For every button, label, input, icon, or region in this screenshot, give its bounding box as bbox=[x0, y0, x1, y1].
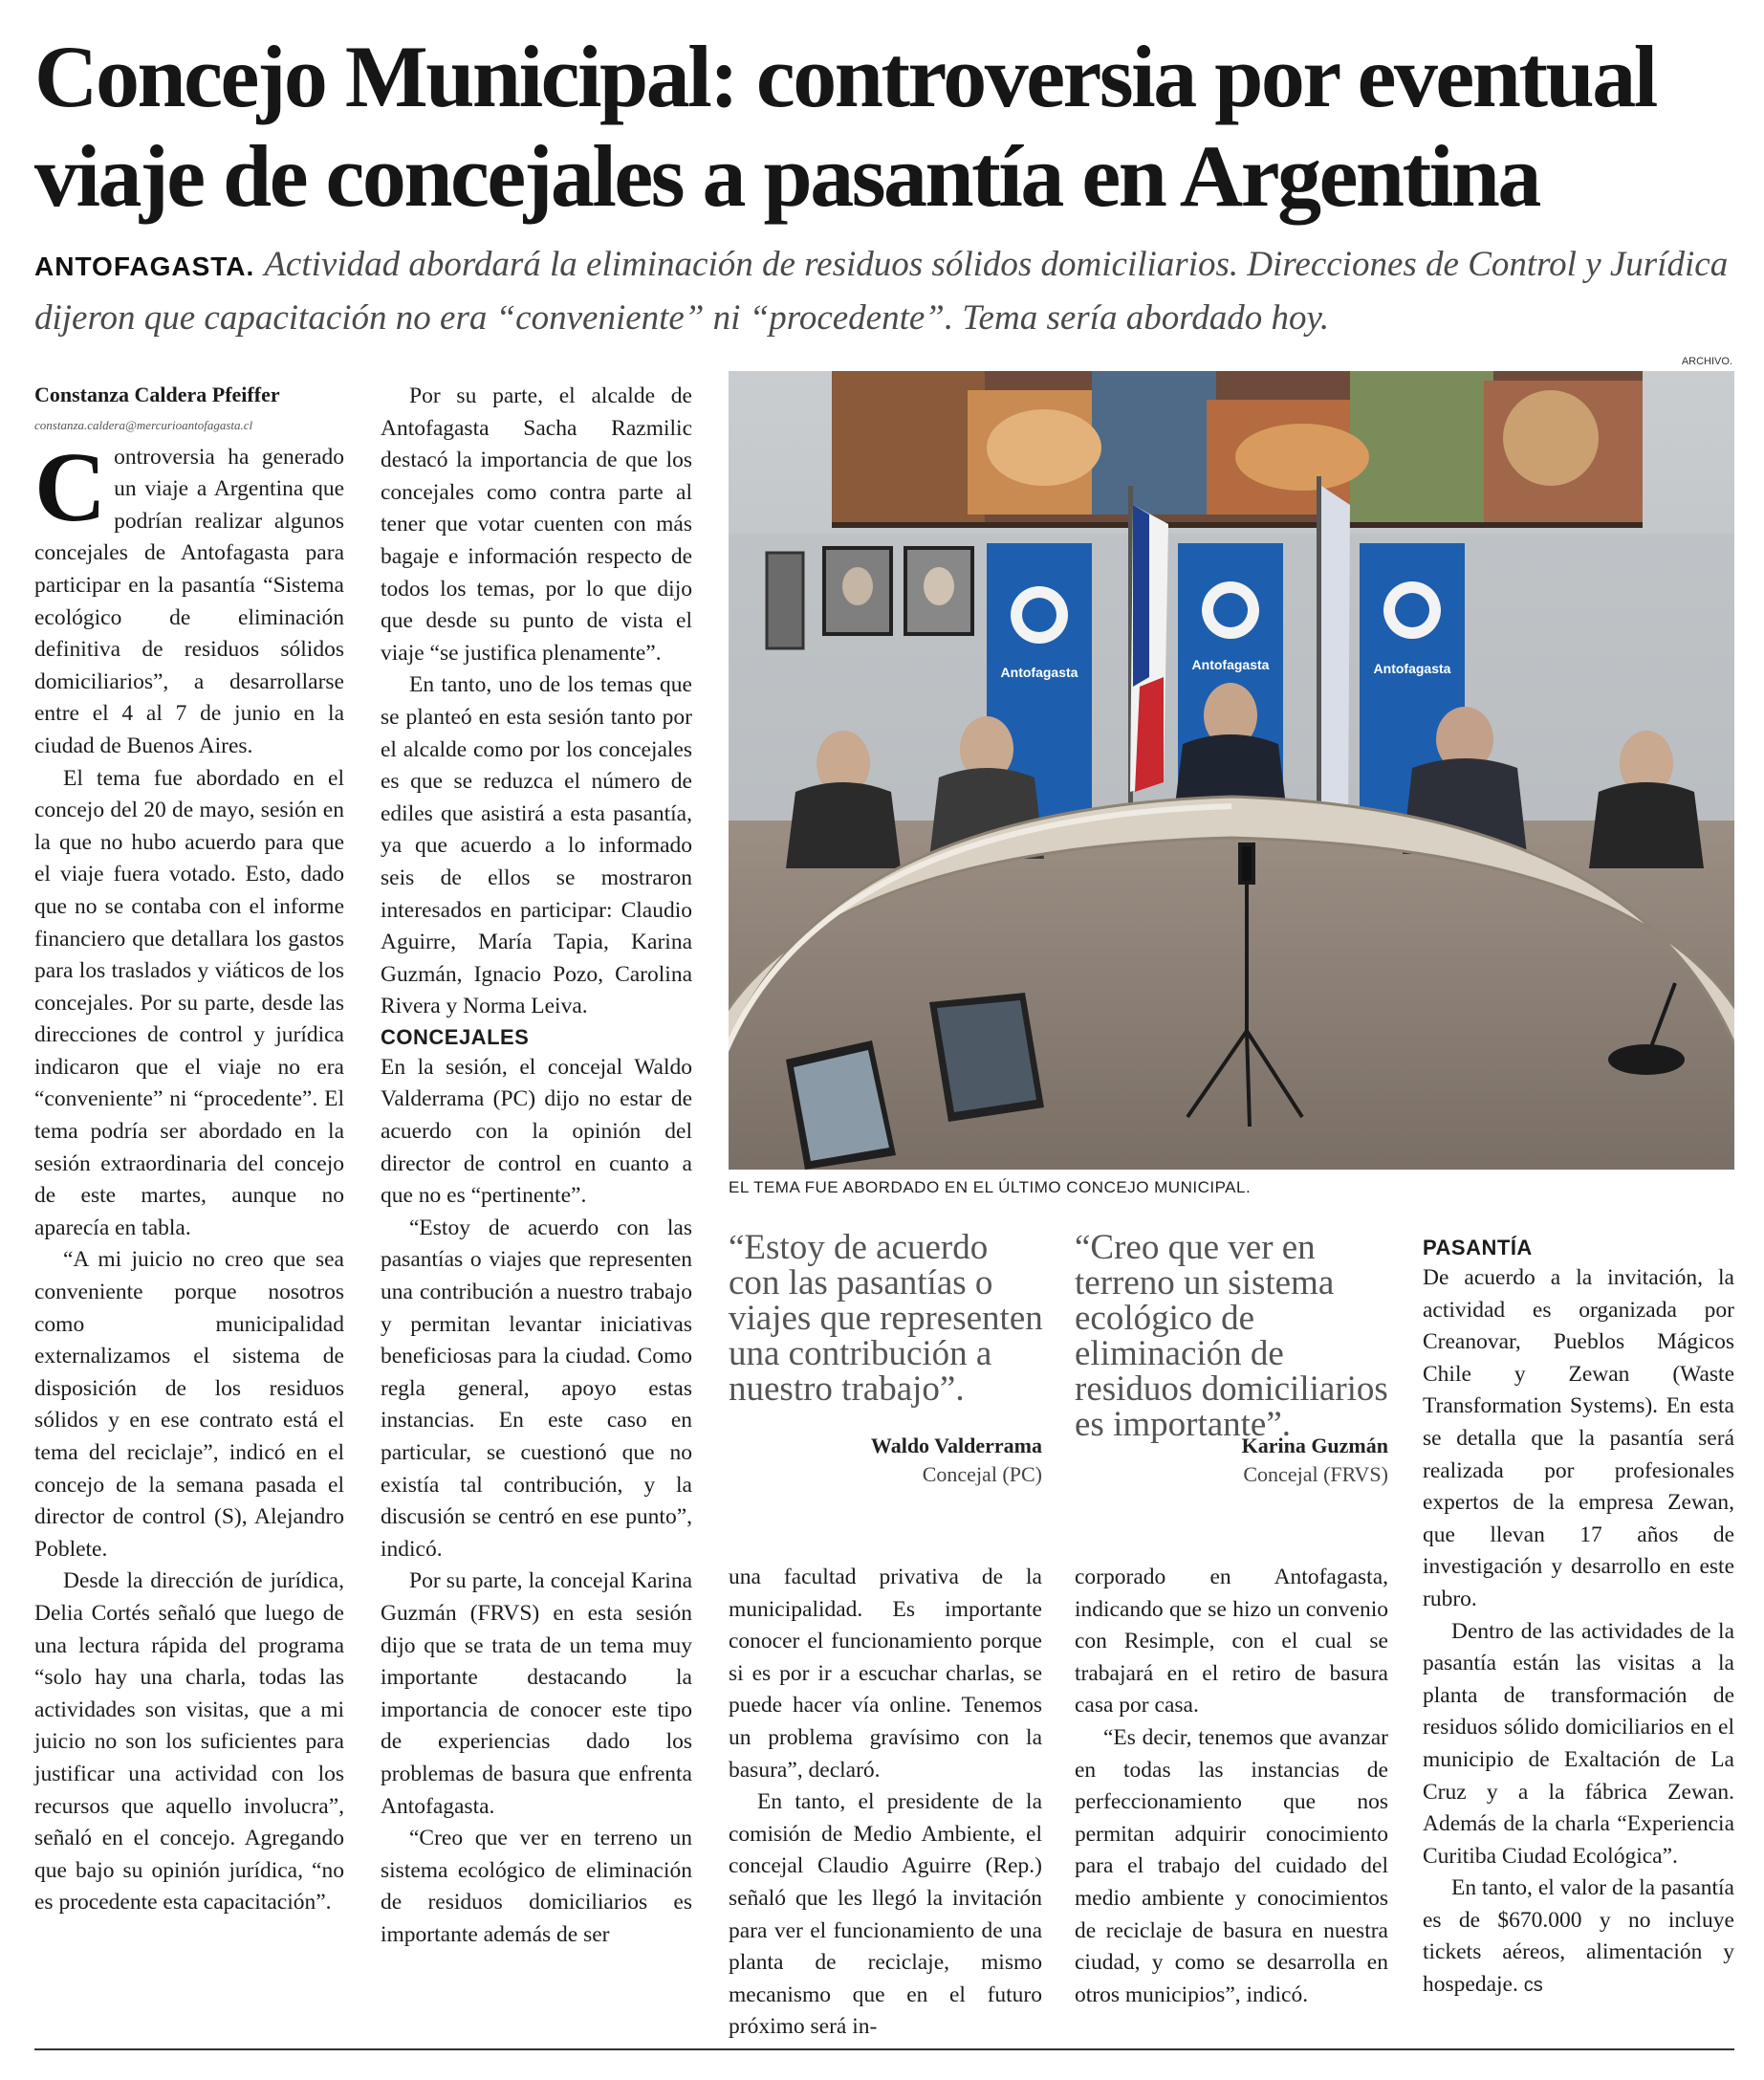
pull-quote-2: “Creo que ver en terreno un sistema ecológico de eliminación de residuos domiciliarios es importante”. bbox=[1075, 1228, 1388, 1444]
paragraph: El tema fue abordado en el concejo del 20 de mayo, sesión en la que no hubo acuerdo para que el viaje fuera votado. Esto, dado que no se contaba con el informe financiero que detallara los gastos para los traslados y viáticos de los concejales. Por su parte, desde las direcciones de control y jurídica indicaron que el viaje no era “conveniente” ni “procedente”. El tema podría ser abordado en la sesión extraordinaria del concejo de este martes, aunque no aparecía en tabla. bbox=[34, 765, 344, 1240]
byline-email: constanza.caldera@mercurioantofagasta.cl bbox=[34, 418, 253, 432]
mural bbox=[832, 371, 1643, 528]
banner-text: Antofagasta bbox=[1000, 665, 1078, 680]
portraits bbox=[767, 548, 972, 648]
paragraph: En tanto, uno de los temas que se planteó en esta sesión tanto por el alcalde como por los concejales es que se reduzca el número de ediles que asistirá a esta pasantía, ya que acuerdo a lo informado seis de ellos se mostraron interesados en participar: Claudio Aguirre, María Tapia, Karina Guzmán, Ignacio Pozo, Carolina Rivera y Norma Leiva. bbox=[381, 672, 692, 1019]
banner-text: Antofagasta bbox=[1191, 657, 1270, 672]
paragraph: corporado en Antofagasta, indicando que se hizo un convenio con Resimple, con el cual se trabajará en el retiro de basura casa por casa. bbox=[1075, 1565, 1388, 1719]
paragraph: Por su parte, la concejal Karina Guzmán (FRVS) en esta sesión dijo que se trata de un tema muy importante destacando la importancia de conocer este tipo de experiencias dado los problemas de basura que enfrenta Antofagasta. bbox=[381, 1568, 692, 1819]
banner-text: Antofagasta bbox=[1373, 661, 1451, 676]
quote-1-attribution bbox=[729, 1432, 1042, 1489]
dateline: ANTOFAGASTA. bbox=[34, 252, 255, 281]
paragraph: Desde la dirección de jurídica, Delia Cortés señaló que luego de una lectura rápida del programa “solo hay una charla, todas las actividades son visitas, que a mi juicio no son los suficientes para justificar una actividad con los recursos que aquello involucra”, señaló en el concejo. Agregando que bajo su opinión jurídica, “no es procedente esta capacitación”. bbox=[34, 1568, 344, 1916]
paragraph: “Creo que ver en terreno un sistema ecológico de eliminación de residuos domiciliarios es importante además de ser bbox=[381, 1826, 692, 1947]
photo-caption: EL TEMA FUE ABORDADO EN EL ÚLTIMO CONCEJO MUNICIPAL. bbox=[729, 1178, 1252, 1196]
byline-author: Constanza Caldera Pfeiffer bbox=[34, 383, 280, 406]
headline: Concejo Municipal: controversia por eventual viaje de concejales a pasantía en Argentina bbox=[34, 28, 1656, 225]
quote-1-role: Concejal (PC) bbox=[922, 1462, 1042, 1486]
column-2 bbox=[381, 381, 692, 1952]
column-5 bbox=[1423, 1234, 1734, 2003]
photo bbox=[729, 371, 1734, 1170]
subhead-pasantia: PASANTÍA bbox=[1423, 1236, 1533, 1259]
paragraph: una facultad privativa de la municipalidad. Es importante conocer el funcionamiento porque si es por ir a escuchar charlas, se puede hacer vía online. Tenemos un problema gravísimo con la basura”, declaró. bbox=[729, 1565, 1042, 1783]
paragraph: De acuerdo a la invitación, la actividad es organizada por Creanovar, Pueblos Mágicos Chile y Zewan (Waste Transformation Systems). En esta se detalla que la pasantía será realizada por profesionales expertos de la empresa Zewan, que llevan 17 años de investigación y desarrollo en este rubro. bbox=[1423, 1265, 1734, 1611]
pull-quote-1: “Estoy de acuerdo con las pasantías o viajes que representen una contribución a nuestro trabajo”. bbox=[729, 1228, 1043, 1409]
paragraph: “Estoy de acuerdo con las pasantías o viajes que representen una contribución a nuestro trabajo y permitan levantar iniciativas beneficiosas para la ciudad. Como regla general, apoyo estas instancias. En este caso en particular, se cuestionó que no existía tal contribución, y la discusión se centró en ese punto”, indicó. bbox=[381, 1215, 692, 1562]
paragraph: Por su parte, el alcalde de Antofagasta Sacha Razmilic destacó la importancia de que los concejales como contra parte al tener que votar cuenten con más bagaje e información respecto de todos los temas, por lo que dijo que desde su punto de vista el viaje “se justifica plenamente”. bbox=[381, 383, 692, 666]
paragraph: “A mi juicio no creo que sea conveniente porque nosotros como municipalidad externalizamos el sistema de disposición de los residuos sólidos y en ese contrato está el tema del reciclaje”, indicó en el concejo de la semana pasada el director de control (S), Alejandro Poblete. bbox=[34, 1247, 344, 1562]
paragraph: En la sesión, el concejal Waldo Valderrama (PC) dijo no estar de acuerdo con la opinión del director de control en cuanto a que no es “pertinente”. bbox=[381, 1054, 692, 1209]
quote-2-name: Karina Guzmán bbox=[1241, 1434, 1388, 1457]
paragraph: En tanto, el valor de la pasantía es de $670.000 y no incluye tickets aéreos, alimentación y hospedaje. cs bbox=[1423, 1875, 1734, 1998]
bottom-rule bbox=[34, 2048, 1734, 2050]
end-mark: cs bbox=[1523, 1975, 1543, 1997]
quote-1-name: Waldo Valderrama bbox=[870, 1434, 1042, 1457]
subhead-concejales: CONCEJALES bbox=[381, 1024, 530, 1049]
column-1 bbox=[34, 381, 344, 1919]
paragraph: Dentro de las actividades de la pasantía están las visitas a la planta de transformación de residuos sólido domiciliarios en el municipio de Exaltación de La Cruz y a la fábrica Zewan. Además de la charla “Experiencia Curitiba Ciudad Ecológica”. bbox=[1423, 1618, 1734, 1869]
column-3 bbox=[729, 1562, 1042, 2044]
quote-2-role: Concejal (FRVS) bbox=[1243, 1462, 1388, 1486]
paragraph: “Es decir, tenemos que avanzar en todas las instancias de perfeccionamiento que nos permitan adquirir conocimiento para el trabajo del cuidado del medio ambiente y conocimientos de reciclaje de basura en nuestra ciudad, y como se desarrolla en otros municipios”, indicó. bbox=[1075, 1724, 1388, 2007]
deck bbox=[34, 239, 1746, 344]
drop-cap: C bbox=[34, 431, 107, 542]
council-session-photo bbox=[729, 371, 1734, 1170]
paragraph: Controversia ha generado un viaje a Argentina que podrían realizar algunos concejales de Antofagasta para participar en la pasantía “Sistema ecológico de eliminación definitiva de residuos sólidos domiciliarios”, a desarrollarse entre el 4 al 7 de junio en la ciudad de Buenos Aires. bbox=[34, 431, 344, 758]
deck-text: Actividad abordará la eliminación de residuos sólidos domiciliarios. Direcciones de Control y Jurídica dijeron que capacitación no era “conveniente” ni “procedente”. Tema sería abordado hoy. bbox=[34, 245, 1729, 338]
paragraph: En tanto, el presidente de la comisión de Medio Ambiente, el concejal Claudio Aguirre (Rep.) señaló que les llegó la invitación para ver el funcionamiento de una planta de reciclaje, mismo mecanismo que en el futuro próximo será in- bbox=[729, 1789, 1042, 2040]
quote-2-attribution bbox=[1075, 1432, 1388, 1489]
photo-credit: ARCHIVO. bbox=[1681, 356, 1732, 367]
column-4 bbox=[1075, 1562, 1388, 2011]
